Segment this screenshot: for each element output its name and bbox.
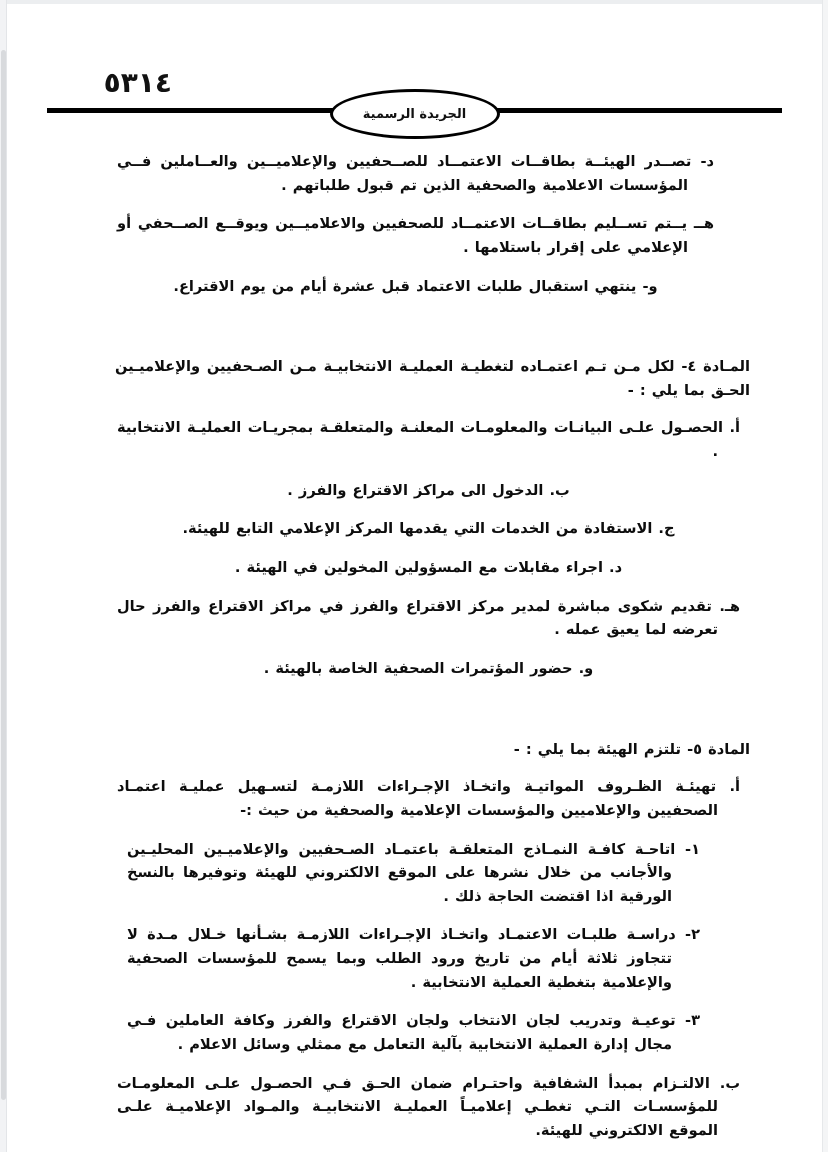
scanned-page [7, 4, 822, 1152]
article-4-item-b: ب. الدخول الى مراكز الاقتراع والفرز . [287, 481, 570, 499]
article-4-item-d: د. اجراء مقابلات مع المسؤولين المخولين في الهيئة . [234, 559, 623, 577]
article-5-sub-1: ١- اتاحـة كافـة النمـاذج المتعلقـة باعتمـاد الصـحفيين والإعلاميـين المحليـين والأجانب من خلال نشرها على الموقع الالكتروني للهيئة وتوفيرها بالنسخ الورقية اذا اقتضت الحاجة ذلك . [127, 840, 700, 905]
article-5-sub-3: ٣- توعيـة وتدريب لجان الانتخاب ولجان الاقتراع والفرز وكافة العاملين فـي مجال إدارة العملية الانتخابية بآلية التعامل مع ممثلي وسائل الاعلام . [127, 1012, 700, 1054]
clause-item-d: د- تصــدر الهيئــة بطاقــات الاعتمــاد للصــحفيين والإعلاميــين والعــاملين فــي المؤسسات الاعلامية والصحفية الذين تم قبول طلباتهم . [117, 153, 714, 194]
vertical-scrollbar-thumb[interactable] [1, 50, 6, 1100]
article-5-heading: المادة ٥- تلتزم الهيئة بما يلي : - [513, 740, 750, 758]
article-5-sub-2: ٢- دراسـة طلبـات الاعتمـاد واتخـاذ الإجـراءات اللازمـة بشـأنها خـلال مـدة لا تتجاوز ثلاثة أيام من تاريخ ورود الطلب وبما يسمح للمؤسسات الصحفية والإعلامية بتغطية العملية الانتخابية . [127, 926, 700, 991]
gazette-stamp-oval [330, 89, 500, 139]
article-4-item-j: ج. الاستفادة من الخدمات التي يقدمها المركز الإعلامي التابع للهيئة. [182, 520, 675, 538]
right-gutter [822, 0, 828, 1152]
article-4-item-ha: هـ. تقديم شكوى مباشرة لمدير مركز الاقتراع والفرز في مراكز الاقتراع والفرز حال تعرضه لما يعيق عمله . [117, 597, 740, 639]
clause-item-ha: هــ يــتم تســليم بطاقــات الاعتمــاد للصحفيين والاعلاميــين ويوقــع الصــحفي أو الإعلامي على إقرار باستلامها . [117, 215, 714, 256]
article-4-item-waw: و. حضور المؤتمرات الصحفية الخاصة بالهيئة . [263, 659, 594, 677]
article-5-item-b: ب. الالتـزام بمبدأ الشفافية واحتـرام ضمان الحـق فـي الحصـول علـى المعلومـات للمؤسسـات التـي تغطـي إعلاميـاً العمليـة الانتخابيـة والمـواد الإعلاميـة علـى الموقع الالكتروني للهيئة. [117, 1074, 740, 1139]
page-masthead [47, 62, 782, 134]
section-spacer-2 [43, 696, 786, 738]
page-number: ٥٣١٤ [103, 66, 172, 99]
left-gutter [0, 0, 7, 1152]
article-5-item-a: أ. تهيئـة الظـروف المواتيـة واتخـاذ الإجـراءات اللازمـة لتسـهيل عمليـة اعتمـاد الصحفيين والإعلاميين والمؤسسات الإعلامية والصحفية من حيث :- [117, 778, 740, 819]
gazette-stamp-label: الجريدة الرسمية [362, 106, 467, 122]
article-4-heading: المـادة ٤- لكل مـن تـم اعتمـاده لتغطيـة العمليـة الانتخابيـة مـن الصـحفيين والإعلاميـين الحـق بما يلي : - [115, 358, 750, 399]
article-4-item-a: أ. الحصـول علـى البيانـات والمعلومـات المعلنـة والمتعلقـة بمجريـات العمليـة الانتخابية . [117, 419, 740, 461]
page-body [43, 134, 786, 1152]
clause-item-waw: و- ينتهي استقبال طلبات الاعتماد قبل عشرة أيام من يوم الاقتراع. [173, 277, 658, 295]
section-spacer [43, 313, 786, 355]
